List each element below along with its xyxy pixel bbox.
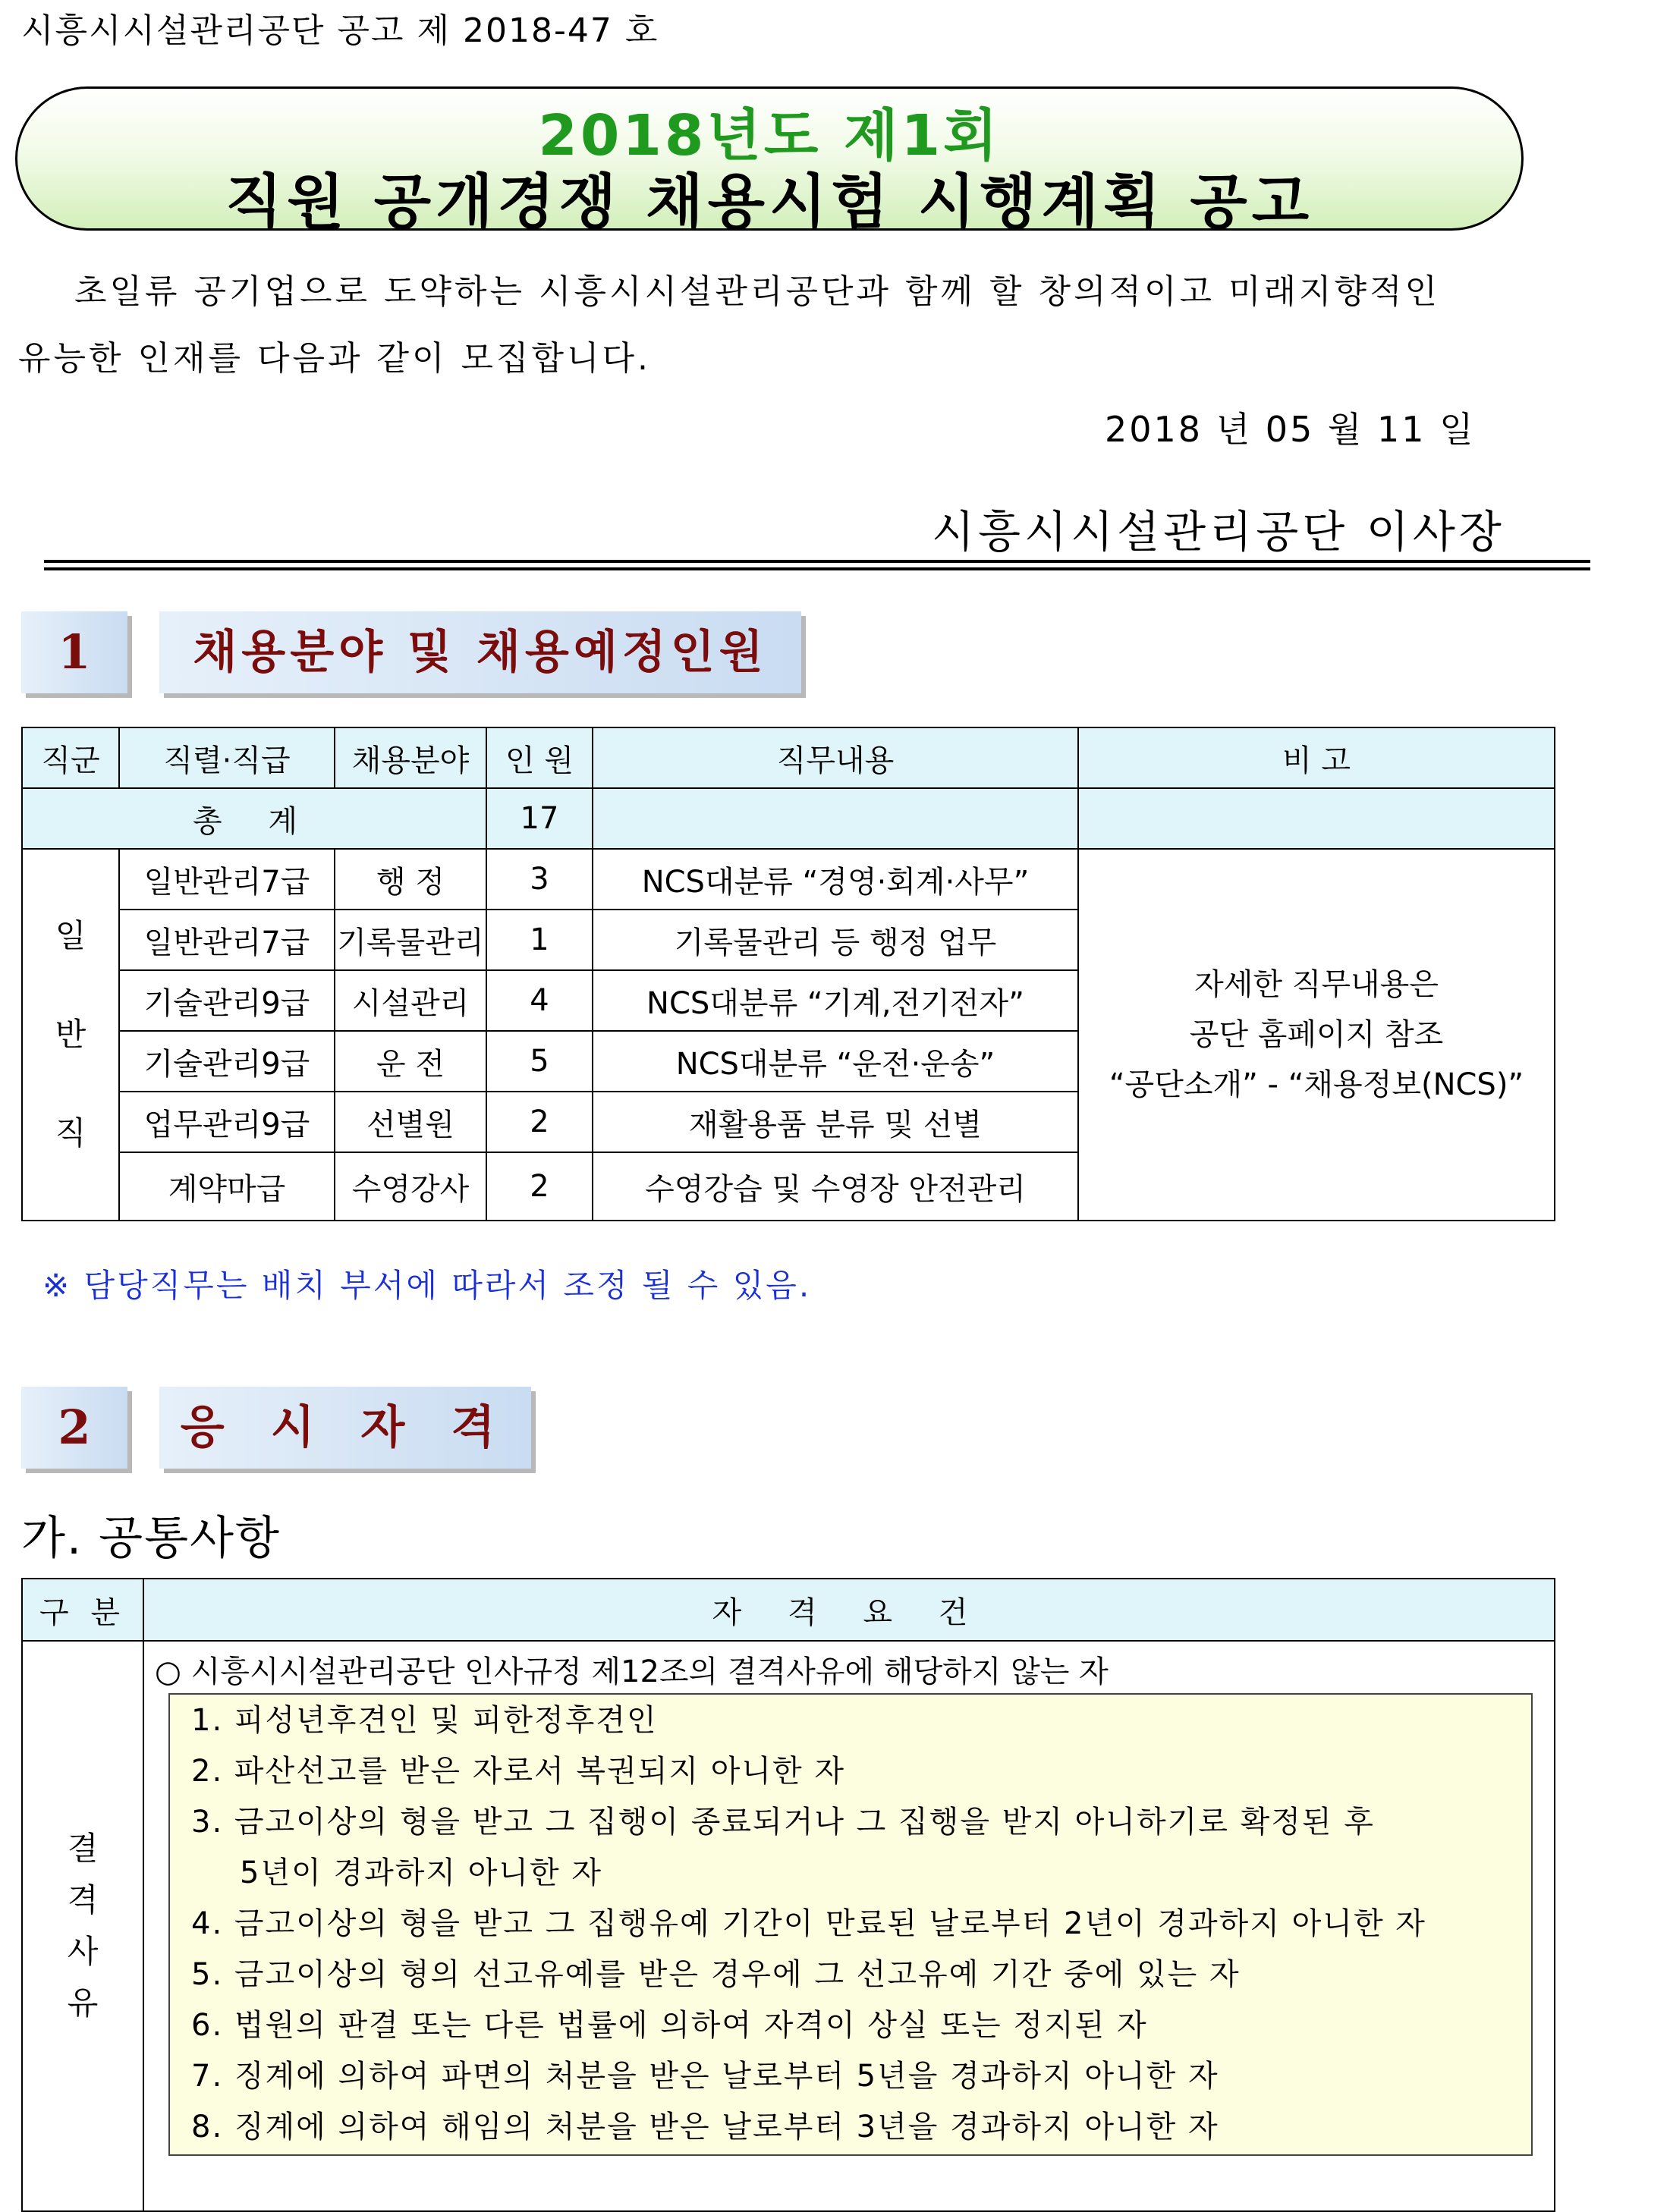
list-item: 8. 징계에 의하여 해임의 처분을 받은 날로부터 3년을 경과하지 아니한 자 — [191, 2110, 1219, 2144]
header-remark: 비 고 — [1078, 727, 1555, 788]
requirement-cell — [143, 1641, 1555, 2211]
disqualification-list — [168, 1693, 1533, 2156]
divider-bottom — [44, 567, 1590, 570]
remark-line: “공단소개” - “채용정보(NCS)” — [1109, 1067, 1524, 1102]
remark-line: 자세한 직무내용은 — [1194, 967, 1439, 1002]
title-line-2: 직원 공개경쟁 채용시험 시행계획 공고 — [225, 168, 1314, 237]
list-item: 4. 금고이상의 형을 받고 그 집행유예 기간이 만료된 날로부터 2년이 경과하지 아니한 자 — [191, 1906, 1426, 1941]
intro-line-1: 초일류 공기업으로 도약하는 시흥시시설관리공단과 함께 할 창의적이고 미래지향적인 — [74, 272, 1441, 311]
list-item: 1. 피성년후견인 및 피한정후견인 — [191, 1703, 658, 1738]
header-grade: 직렬·직급 — [119, 727, 335, 788]
field-cell: 기록물관리 — [335, 910, 486, 970]
duty-cell: 기록물관리 등 행정 업무 — [593, 910, 1078, 970]
subheading-common: 가. 공통사항 — [21, 1512, 281, 1565]
grade-cell: 일반관리7급 — [119, 849, 335, 910]
field-cell: 수영강사 — [335, 1152, 486, 1221]
table-row — [22, 849, 1555, 910]
duty-note: ※ 담당직무는 배치 부서에 따라서 조정 될 수 있음. — [42, 1267, 812, 1304]
notice-date: 2018 년 05 월 11 일 — [1105, 409, 1476, 450]
header-job-group: 직군 — [22, 727, 119, 788]
section-2-title: 응 시 자 격 — [159, 1387, 531, 1469]
recruitment-table — [21, 727, 1555, 1221]
list-item: 3. 금고이상의 형을 받고 그 집행이 종료되거나 그 집행을 받지 아니하기로 확정된 후 — [191, 1805, 1375, 1840]
section-1-number: 1 — [21, 611, 127, 693]
requirement-intro: ○ 시흥시시설관리공단 인사규정 제12조의 결격사유에 해당하지 않는 자 — [155, 1654, 1109, 1689]
grade-cell: 업무관리9급 — [119, 1092, 335, 1152]
count-cell: 2 — [486, 1152, 593, 1221]
header-count: 인 원 — [486, 727, 593, 788]
grade-cell: 계약마급 — [119, 1152, 335, 1221]
header-requirement: 자 격 요 건 — [143, 1579, 1555, 1641]
category-cell — [22, 1641, 143, 2211]
category-char: 사 — [67, 1933, 99, 1970]
remark-line: 공단 홈페이지 참조 — [1189, 1017, 1444, 1052]
header-field: 채용분야 — [335, 727, 486, 788]
total-row — [22, 788, 1555, 849]
field-cell: 시설관리 — [335, 970, 486, 1031]
total-label: 총 계 — [22, 788, 486, 849]
list-item: 6. 법원의 판결 또는 다른 법률에 의하여 자격이 상실 또는 정지된 자 — [191, 2008, 1148, 2043]
category-char: 유 — [67, 1984, 99, 2022]
list-item: 2. 파산선고를 받은 자로서 복권되지 아니한 자 — [191, 1754, 845, 1789]
group-char: 직 — [55, 1114, 86, 1152]
count-cell: 3 — [486, 849, 593, 910]
duty-cell: 수영강습 및 수영장 안전관리 — [593, 1152, 1078, 1221]
header-duty: 직무내용 — [593, 727, 1078, 788]
count-cell: 4 — [486, 970, 593, 1031]
header-category: 구 분 — [22, 1579, 143, 1641]
grade-cell: 일반관리7급 — [119, 910, 335, 970]
count-cell: 5 — [486, 1031, 593, 1092]
issuer: 시흥시시설관리공단 이사장 — [932, 506, 1505, 558]
duty-cell: 재활용품 분류 및 선별 — [593, 1092, 1078, 1152]
grade-cell: 기술관리9급 — [119, 970, 335, 1031]
title-line-1: 2018년도 제1회 — [538, 103, 1001, 168]
total-count: 17 — [486, 788, 593, 849]
table-row — [22, 1641, 1555, 2211]
qualification-table — [21, 1578, 1555, 2212]
count-cell: 2 — [486, 1092, 593, 1152]
grade-cell: 기술관리9급 — [119, 1031, 335, 1092]
job-group-cell — [22, 849, 119, 1221]
remark-cell — [1078, 849, 1555, 1221]
count-cell: 1 — [486, 910, 593, 970]
divider-top — [44, 560, 1590, 563]
group-char: 일 — [55, 917, 86, 954]
duty-cell: NCS대분류 “경영·회계·사무” — [593, 849, 1078, 910]
category-char: 격 — [67, 1881, 99, 1918]
notice-number: 시흥시시설관리공단 공고 제 2018-47 호 — [21, 11, 659, 50]
group-char: 반 — [55, 1016, 86, 1053]
list-item: 5. 금고이상의 형의 선고유예를 받은 경우에 그 선고유예 기간 중에 있는 자 — [191, 1957, 1241, 1992]
category-char: 결 — [67, 1830, 99, 1867]
field-cell: 선별원 — [335, 1092, 486, 1152]
field-cell: 행 정 — [335, 849, 486, 910]
duty-cell: NCS대분류 “기계,전기전자” — [593, 970, 1078, 1031]
duty-cell: NCS대분류 “운전·운송” — [593, 1031, 1078, 1092]
field-cell: 운 전 — [335, 1031, 486, 1092]
list-item: 7. 징계에 의하여 파면의 처분을 받은 날로부터 5년을 경과하지 아니한 자 — [191, 2059, 1219, 2094]
section-2-number: 2 — [21, 1387, 127, 1469]
section-1-title: 채용분야 및 채용예정인원 — [159, 611, 801, 693]
list-item: 5년이 경과하지 아니한 자 — [240, 1855, 602, 1890]
intro-line-2: 유능한 인재를 다음과 같이 모집합니다. — [18, 339, 651, 378]
